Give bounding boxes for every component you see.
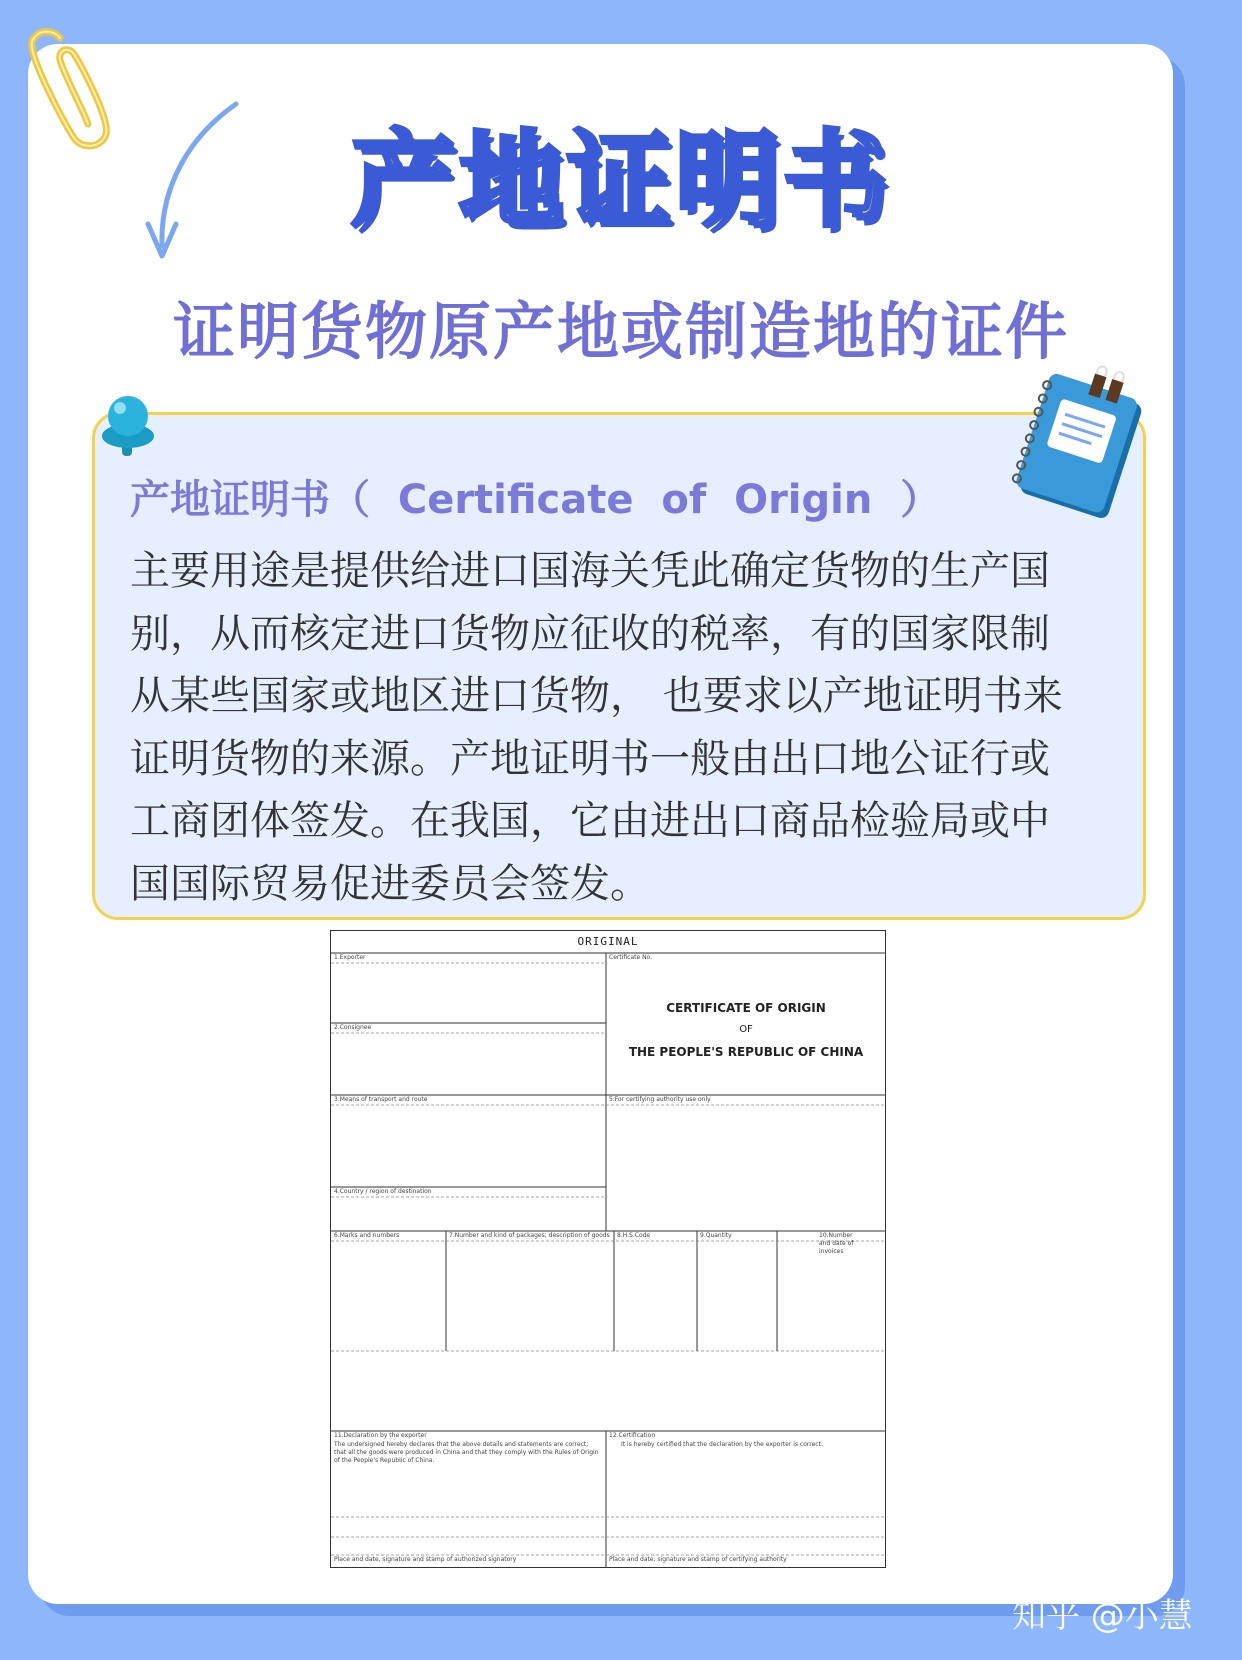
cert-label-certifying: 5.For certifying authority use only [609,1096,711,1103]
push-pin-icon [100,392,156,462]
info-line: 从某些国家或地区进口货物， 也要求以产地证明书来 [130,673,1063,719]
info-line: 国国际贸易促进委员会签发。 [130,860,650,907]
cert-label-place-exporter: Place and date, signature and stamp of authorized signatory [334,1556,517,1563]
cert-label-packages: 7.Number and kind of packages; description of goods [449,1232,610,1239]
cert-label-declaration: 11.Declaration by the exporter [334,1432,427,1439]
info-line: 别，从而核定进口货物应征收的税率，有的国家限制 [130,610,1050,657]
cert-title: CERTIFICATE OF ORIGIN OF THE PEOPLE'S REPUBLIC OF CHINA [628,1001,864,1059]
notebook-icon [1008,362,1148,522]
page-subtitle: 证明货物原产地或制造地的证件 [173,282,1069,371]
info-line: 证明货物的来源。产地证明书一般由出口地公证行或 [130,735,1050,782]
cert-label-consignee: 2.Consignee [334,1024,372,1031]
cert-label-cert-no: Certificate No. [609,954,653,961]
cert-declaration-text: The undersigned hereby declares that the above details and statements are correct; that all the goods were produced in China and that they comply with the Rules of Origin of the People's Republic of China. [334,1441,599,1464]
cert-label-marks: 6.Marks and numbers [334,1232,400,1239]
cert-label-invoices: 10.Number and date of invoices [819,1232,854,1255]
cert-label-quantity: 9.Quantity [700,1232,732,1239]
zhihu-watermark: 知乎 @小慧 [1012,1596,1193,1636]
info-body [130,540,1110,915]
page-title: 产地证明书 [350,119,891,241]
info-line: 工商团体签发。在我国，它由进出口商品检验局或中 [130,798,1050,844]
cert-label-transport: 3.Means of transport and route [334,1096,428,1103]
cert-label-certification: 12.Certification [609,1432,656,1439]
cert-label-exporter: 1.Exporter [334,954,366,961]
info-heading: 产地证明书（ Certificate of Origin ） [130,477,941,523]
cert-label-hs-code: 8.H.S.Code [617,1232,651,1239]
info-line: 主要用途是提供给进口国海关凭此确定货物的生产国 [130,548,1050,594]
certificate-form-image [330,930,886,1568]
cert-certification-text: It is hereby certified that the declaration by the exporter is correct. [621,1441,823,1448]
cert-label-country: 4.Country / region of destination [334,1188,432,1195]
cert-label-place-authority: Place and date, signature and stamp of certifying authority [609,1556,787,1563]
cert-original-label: ORIGINAL [577,935,639,948]
